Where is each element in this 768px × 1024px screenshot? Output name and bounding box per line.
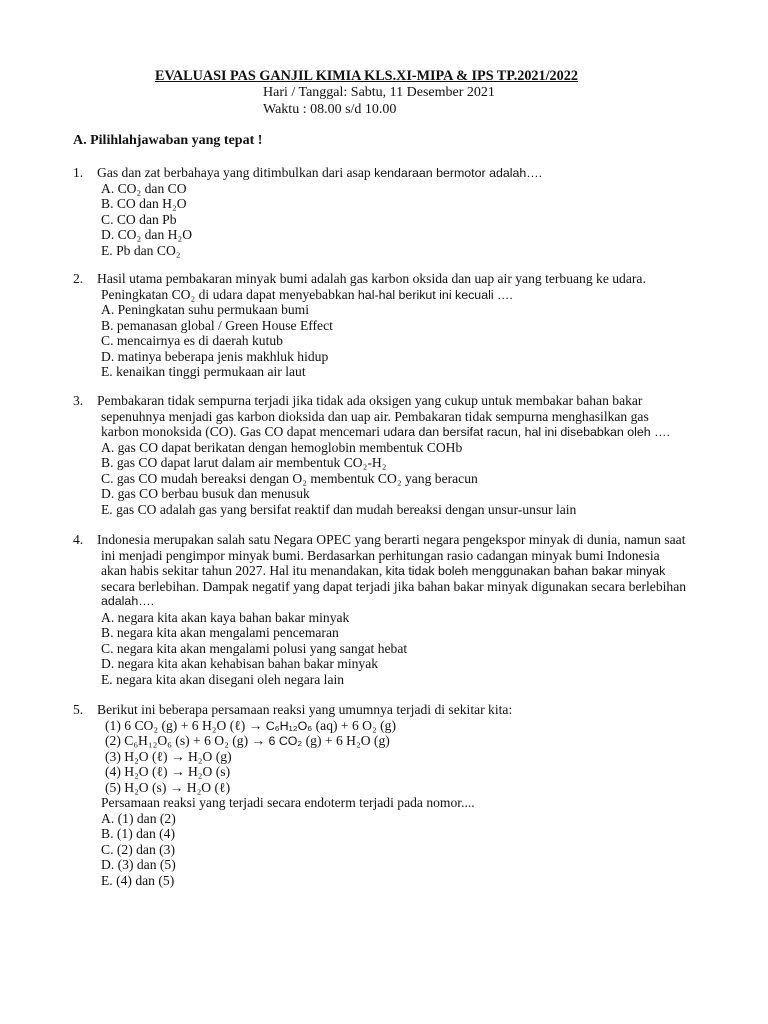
question-stem <box>97 563 727 579</box>
option-d[interactable]: D. (3) dan (5) <box>101 857 176 872</box>
option-c[interactable]: C. mencairnya es di daerah kutub <box>101 333 283 348</box>
stem-text: udara dan bersifat racun, hal ini disebabkan oleh …. <box>383 425 670 439</box>
option-d[interactable]: D. matinya beberapa jenis makhluk hidup <box>101 348 329 364</box>
option-a[interactable]: A. CO₂ dan CO <box>101 180 187 196</box>
option-a[interactable]: A. gas CO dapat berikatan dengan hemoglobin membentuk COHb <box>101 439 463 455</box>
reaction-2 <box>97 733 727 749</box>
option-b[interactable]: B. pemanasan global / Green House Effect <box>101 317 333 333</box>
option-b[interactable]: B. CO dan H₂O <box>101 196 187 211</box>
stem-text: akan habis sekitar tahun 2027. Hal itu menandakan, <box>101 563 386 578</box>
question-stem <box>97 287 727 303</box>
option-e[interactable]: E. Pb dan CO₂ <box>101 242 181 258</box>
option-b[interactable]: B. (1) dan (4) <box>101 826 175 841</box>
option-b[interactable]: B. negara kita akan mengalami pencemaran <box>101 625 339 640</box>
option-e[interactable]: E. gas CO adalah gas yang bersifat reaktif dan mudah bereaksi dengan unsur-unsur lain <box>101 501 577 517</box>
question-stem <box>97 165 727 181</box>
option-c[interactable]: C. (2) dan (3) <box>101 841 175 857</box>
reaction-text: (g) + 6 H₂O (g) <box>302 733 390 748</box>
question-number: 3. <box>73 393 84 408</box>
question-stem: sepenuhnya menjadi gas karbon dioksida dan uap air. Pembakaran tidak sempurna menghasilkan gas <box>101 408 649 424</box>
question-number: 2. <box>73 271 84 286</box>
option-a[interactable]: A. Peningkatan suhu permukaan bumi <box>101 302 310 317</box>
stem-text: hal-hal berikut ini kecuali …. <box>357 287 513 302</box>
option-a[interactable]: A. negara kita akan kaya bahan bakar minyak <box>101 609 350 625</box>
stem-text: karbon monoksida (CO). Gas CO dapat mencemari <box>101 424 384 439</box>
reaction-4: (4) H₂O (ℓ) → H₂O (s) <box>105 764 231 779</box>
option-d[interactable]: D. CO₂ dan H₂O <box>101 227 193 242</box>
reaction-3: (3) H₂O (ℓ) → H₂O (g) <box>105 748 232 764</box>
question-stem: Persamaan reaksi yang terjadi secara endoterm terjadi pada nomor.... <box>101 795 475 810</box>
question-stem: ini menjadi pengimpor minyak bumi. Berdasarkan perhitungan rasio cadangan minyak bumi Indonesia <box>101 547 660 563</box>
option-e[interactable]: E. kenaikan tinggi permukaan air laut <box>101 364 306 379</box>
question-number: 4. <box>73 532 84 547</box>
exam-date: Hari / Tanggal: Sabtu, 11 Desember 2021 <box>263 85 495 100</box>
question-stem: Indonesia merupakan salah satu Negara OPEC yang berarti negara pengekspor minyak di dunia, namun saat <box>97 532 686 547</box>
option-d[interactable]: D. gas CO berbau busuk dan menusuk <box>101 486 310 501</box>
reaction-text: (2) C₆H₁₂O₆ (s) + 6 O₂ (g) → <box>105 733 269 748</box>
option-b[interactable]: B. gas CO dapat larut dalam air membentuk CO₂-H₂ <box>101 455 387 470</box>
option-a[interactable]: A. (1) dan (2) <box>101 810 176 826</box>
question-number: 1. <box>73 165 84 180</box>
question-stem: adalah…. <box>101 594 155 608</box>
option-e[interactable]: E. negara kita akan disegani oleh negara lain <box>101 671 345 687</box>
stem-text: kendaraan bermotor adalah…. <box>374 166 543 180</box>
reaction-text: C₆H₁₂O₆ <box>265 718 313 733</box>
stem-text: Gas dan zat berbahaya yang ditimbulkan dari asap <box>97 165 375 180</box>
question-stem: Berikut ini beberapa persamaan reaksi yang umumnya terjadi di sekitar kita: <box>97 702 513 717</box>
option-d[interactable]: D. negara kita akan kehabisan bahan bakar minyak <box>101 656 379 671</box>
question-stem: Hasil utama pembakaran minyak bumi adalah gas karbon oksida dan uap air yang terbuang ke udara. <box>97 271 646 286</box>
stem-text: Peningkatan CO₂ di udara dapat menyebabkan <box>101 286 358 302</box>
reaction-5: (5) H₂O (s) → H₂O (ℓ) <box>105 779 231 795</box>
question-stem: Pembakaran tidak sempurna terjadi jika tidak ada oksigen yang cukup untuk membakar bahan bakar <box>97 393 643 408</box>
option-c[interactable]: C. gas CO mudah bereaksi dengan O₂ membentuk CO₂ yang beracun <box>101 470 478 486</box>
exam-time: Waktu : 08.00 s/d 10.00 <box>263 102 397 117</box>
section-heading: A. Pilihlahjawaban yang tepat ! <box>73 133 263 148</box>
reaction-text: (aq) + 6 O₂ (g) <box>312 717 396 733</box>
reaction-1 <box>97 718 727 734</box>
question-stem: secara berlebihan. Dampak negatif yang dapat terjadi jika bahan bakar minyak digunakan secara berlebihan <box>101 578 687 594</box>
stem-text: kita tidak boleh menggunakan bahan bakar minyak <box>385 564 666 578</box>
option-c[interactable]: C. negara kita akan mengalami polusi yang sangat hebat <box>101 640 408 656</box>
option-e[interactable]: E. (4) dan (5) <box>101 872 175 888</box>
question-stem <box>97 424 727 440</box>
exam-title: EVALUASI PAS GANJIL KIMIA KLS.XI-MIPA & IPS TP.2021/2022 <box>155 68 578 84</box>
question-number: 5. <box>73 702 84 717</box>
reaction-text: (1) 6 CO₂ (g) + 6 H₂O (ℓ) → <box>105 717 266 733</box>
option-c[interactable]: C. CO dan Pb <box>101 211 177 227</box>
reaction-text: 6 CO₂ <box>268 734 303 748</box>
